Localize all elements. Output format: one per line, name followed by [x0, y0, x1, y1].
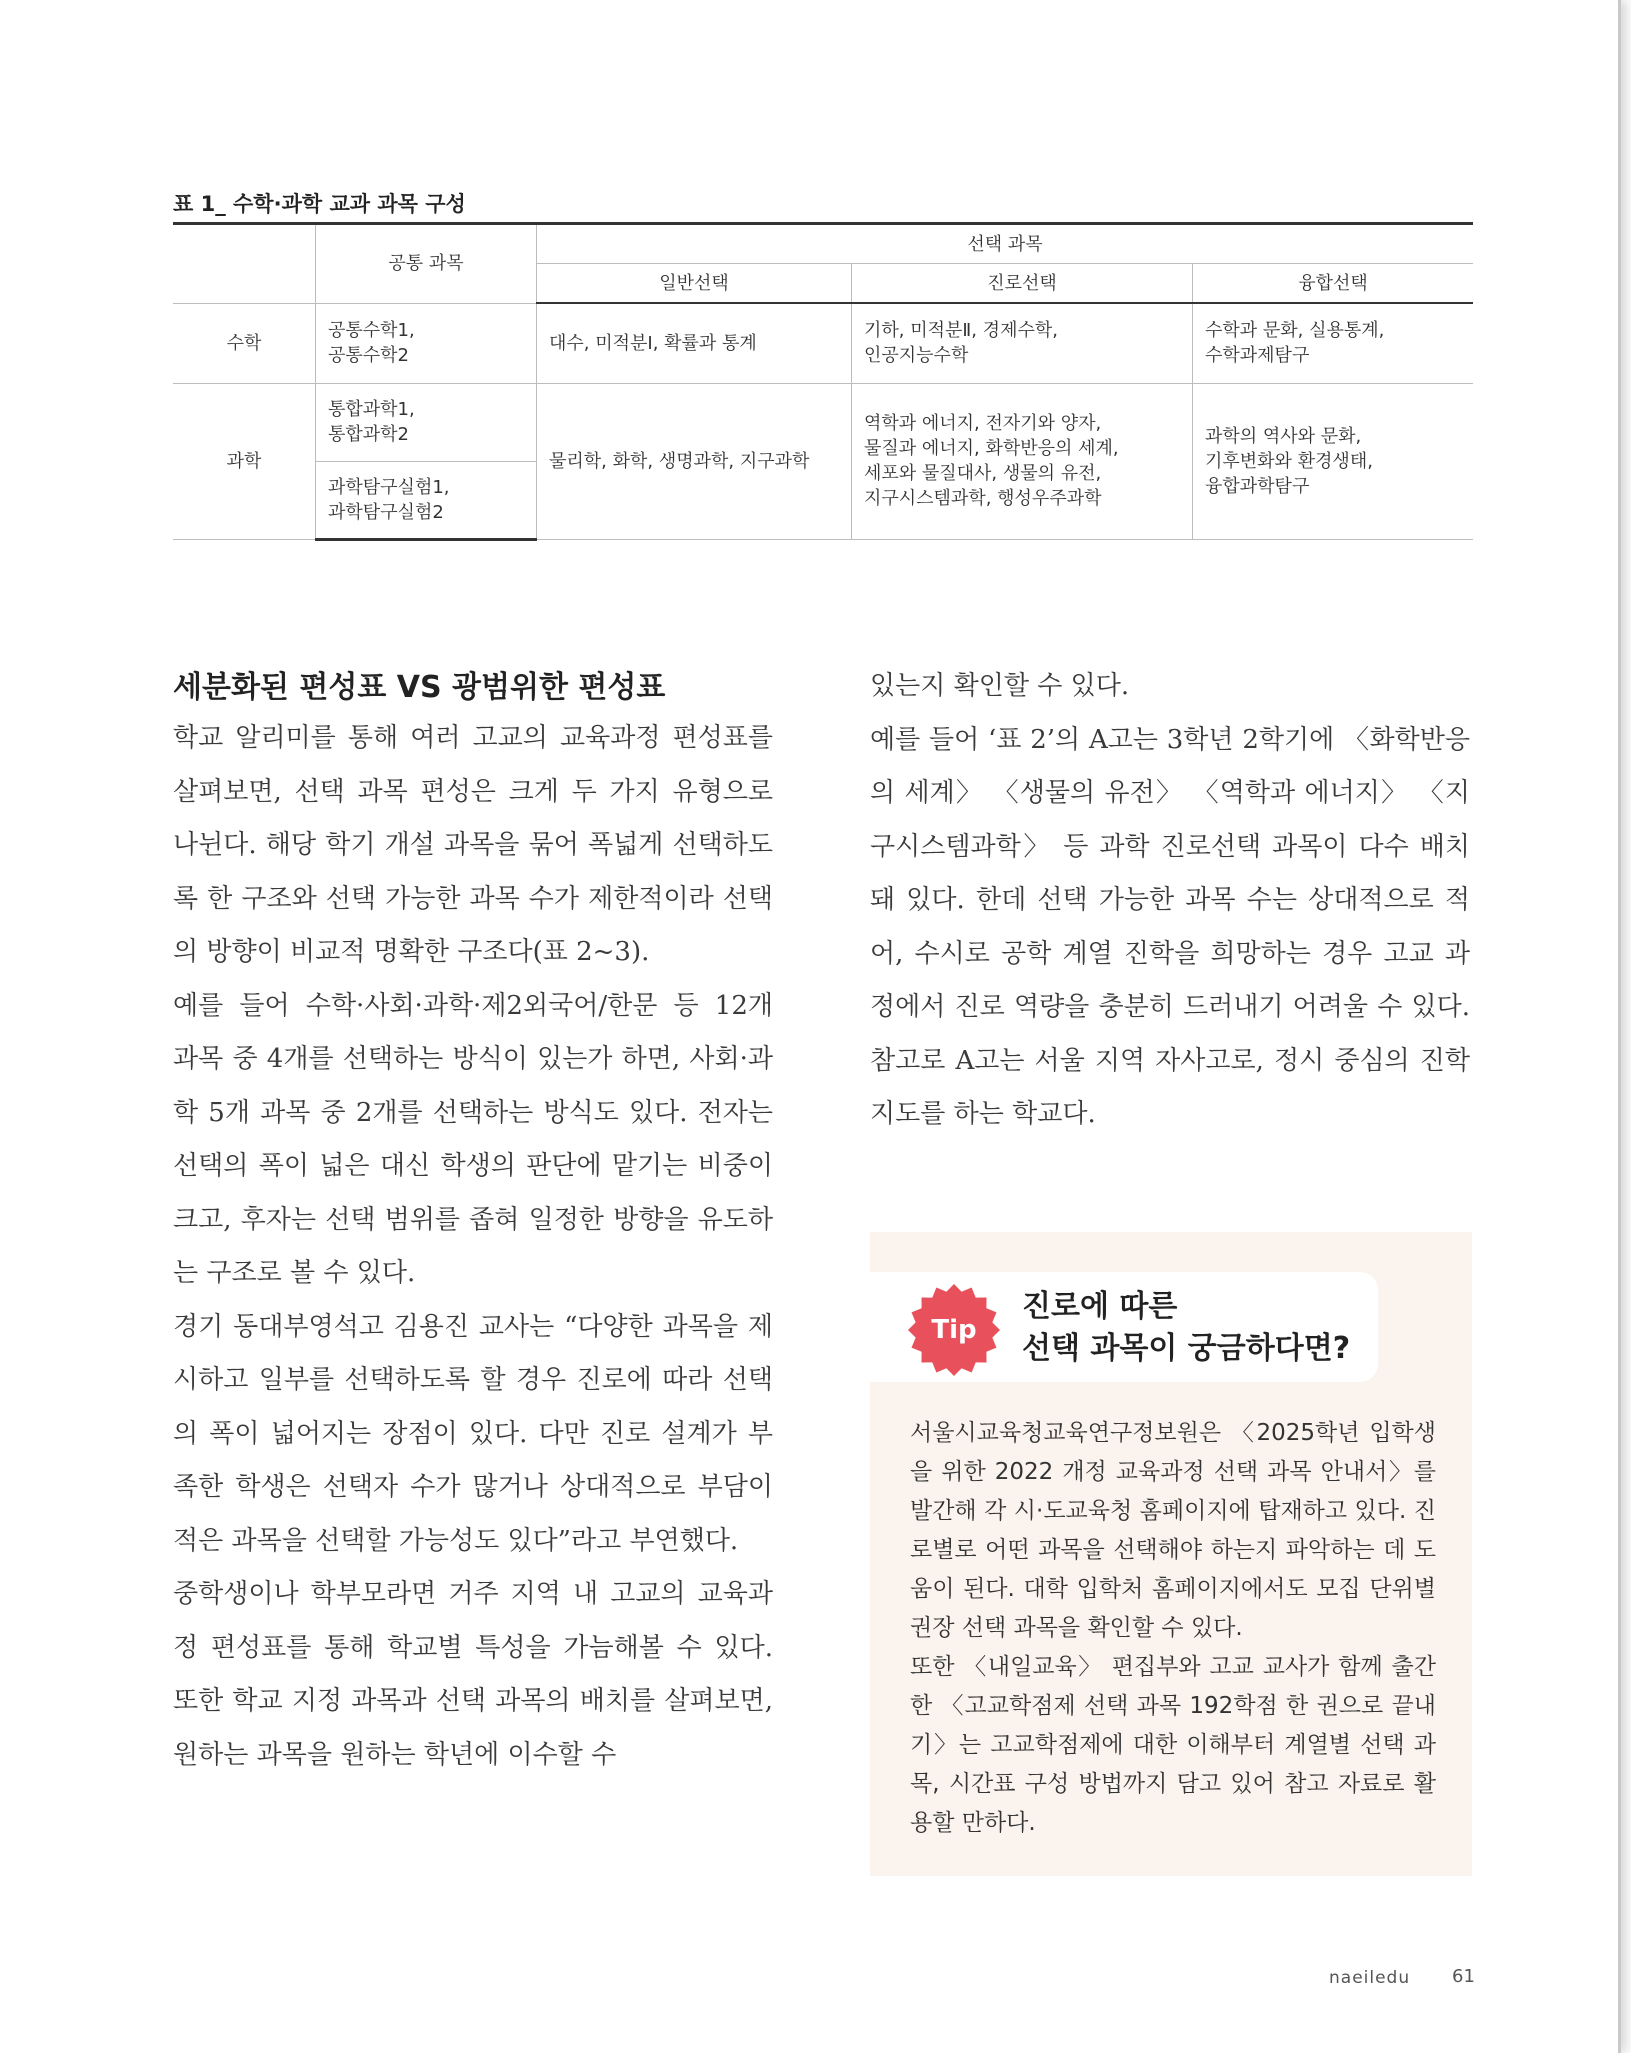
cell-line: 수학과 문화, 실용통계,: [1205, 320, 1385, 342]
header-convergence: 융합선택: [1193, 264, 1474, 304]
tip-title-line: 진로에 따른: [1022, 1289, 1178, 1324]
cell-line: 지구시스템과학, 행성우주과학: [864, 488, 1102, 509]
section-heading: 세분화된 편성표 VS 광범위한 편성표: [173, 670, 666, 705]
cell-line: 기후변화와 환경생태,: [1205, 450, 1373, 472]
tip-badge-label: Tip: [931, 1315, 977, 1345]
tip-badge-icon: [906, 1282, 1002, 1378]
tip-title: [1022, 1286, 1350, 1370]
paragraph: 중학생이나 학부모라면 거주 지역 내 고교의 교육과정 편성표를 통해 학교별 특성을 가늠해볼 수 있다. 또한 학교 지정 과목과 선택 과목의 배치를 살펴보면, 원하는 과목을 원하는 학년에 이수할 수: [173, 1579, 773, 1770]
cell-line: 과학탐구실험2: [328, 501, 444, 523]
science-career: [852, 383, 1193, 539]
tip-paragraph: 또한 〈내일교육〉 편집부와 고교 교사가 함께 출간한 〈고교학점제 선택 과목 192학점 한 권으로 끝내기〉는 고교학점제에 대한 이해부터 계열별 선택 과목, 시간표 구성 방법까지 담고 있어 참고 자료로 활용할 만하다.: [910, 1654, 1436, 1836]
cell-line: 인공지능수학: [864, 345, 969, 367]
paragraph: 경기 동대부영석고 김용진 교사는 “다양한 과목을 제시하고 일부를 선택하도록 할 경우 진로에 따라 선택의 폭이 넓어지는 장점이 있다. 다만 진로 설계가 부족한 학생은 선택자 수가 많거나 상대적으로 부담이 적은 과목을 선택할 가능성도 있다”라고 부연했다.: [173, 1311, 773, 1556]
header-common: 공통 과목: [316, 224, 537, 304]
math-common: [316, 303, 537, 383]
math-general: 대수, 미적분Ⅰ, 확률과 통계: [537, 303, 852, 383]
paragraph: 학교 알리미를 통해 여러 고교의 교육과정 편성표를 살펴보면, 선택 과목 편성은 크게 두 가지 유형으로 나뉜다. 해당 학기 개설 과목을 묶어 폭넓게 선택하도록 한 구조와 선택 가능한 과목 수가 제한적이라 선택의 방향이 비교적 명확한 구조다(표 2~3).: [173, 723, 773, 967]
page-number: 61: [1452, 1966, 1475, 1987]
table-row-math: [173, 303, 1473, 383]
cell-line: 공통수학2: [328, 345, 410, 366]
subject-math: 수학: [173, 303, 316, 383]
cell-line: 통합과학1,: [328, 399, 415, 420]
header-career: 진로선택: [852, 264, 1193, 304]
tip-box: [870, 1232, 1472, 1876]
header-general: 일반선택: [537, 264, 852, 304]
article-right-column: [870, 660, 1470, 1142]
curriculum-table: [173, 222, 1473, 541]
math-convergence: [1193, 303, 1474, 383]
article-left-column: [173, 712, 773, 1782]
cell-line: 수학과제탐구: [1205, 345, 1310, 367]
tip-header: [870, 1272, 1378, 1382]
table-caption: 표 1_ 수학·과학 교과 과목 구성: [173, 192, 466, 216]
tip-title-line: 선택 과목이 궁금하다면?: [1022, 1331, 1351, 1366]
paragraph: 예를 들어 수학·사회·과학·제2외국어/한문 등 12개 과목 중 4개를 선택하는 방식이 있는가 하면, 사회·과학 5개 과목 중 2개를 선택하는 방식도 있다. 전자는 선택의 폭이 넓은 대신 학생의 판단에 맡기는 비중이 크고, 후자는 선택 범위를 좁혀 일정한 방향을 유도하는 구조로 볼 수 있다.: [173, 990, 773, 1288]
cell-line: 융합과학탐구: [1205, 475, 1310, 497]
science-common-a: [316, 383, 537, 461]
science-common-b: [316, 461, 537, 539]
table-row-science: [173, 383, 1473, 461]
paragraph: 있는지 확인할 수 있다.: [870, 671, 1130, 701]
cell-line: 공통수학1,: [328, 320, 415, 341]
cell-line: 기하, 미적분Ⅱ, 경제수학,: [864, 320, 1058, 342]
tip-paragraph: 서울시교육청교육연구정보원은 〈2025학년 입학생을 위한 2022 개정 교육과정 선택 과목 안내서〉를 발간해 각 시·도교육청 홈페이지에 탑재하고 있다. 진로별로 어떤 과목을 선택해야 하는지 파악하는 데 도움이 된다. 대학 입학처 홈페이지에서도 모집 단위별 권장 선택 과목을 확인할 수 있다.: [910, 1420, 1436, 1641]
cell-line: 통합과학2: [328, 424, 410, 445]
subject-science: 과학: [173, 383, 316, 539]
paragraph: 예를 들어 ‘표 2’의 A고는 3학년 2학기에 〈화학반응의 세계〉 〈생물의 유전〉 〈역학과 에너지〉 〈지구시스템과학〉 등 과학 진로선택 과목이 다수 배치돼 있다. 한데 선택 가능한 과목 수는 상대적으로 적어, 수시로 공학 계열 진학을 희망하는 경우 고교 과정에서 진로 역량을 충분히 드러내기 어려울 수 있다. 참고로 A고는 서울 지역 자사고로, 정시 중심의 진학 지도를 하는 학교다.: [870, 724, 1470, 1129]
cell-line: 역학과 에너지, 전자기와 양자,: [864, 413, 1102, 434]
cell-line: 물질과 에너지, 화학반응의 세계,: [864, 438, 1119, 459]
science-general: 물리학, 화학, 생명과학, 지구과학: [537, 383, 852, 539]
cell-line: 세포와 물질대사, 생물의 유전,: [864, 463, 1102, 484]
science-convergence: [1193, 383, 1474, 539]
header-subject-blank: [173, 224, 316, 304]
tip-body: [910, 1414, 1436, 1843]
cell-line: 과학탐구실험1,: [328, 476, 450, 498]
math-career: [852, 303, 1193, 383]
cell-line: 과학의 역사와 문화,: [1205, 425, 1362, 447]
footer-brand: naeiledu: [1329, 1968, 1411, 1988]
header-elective: 선택 과목: [537, 224, 1474, 264]
